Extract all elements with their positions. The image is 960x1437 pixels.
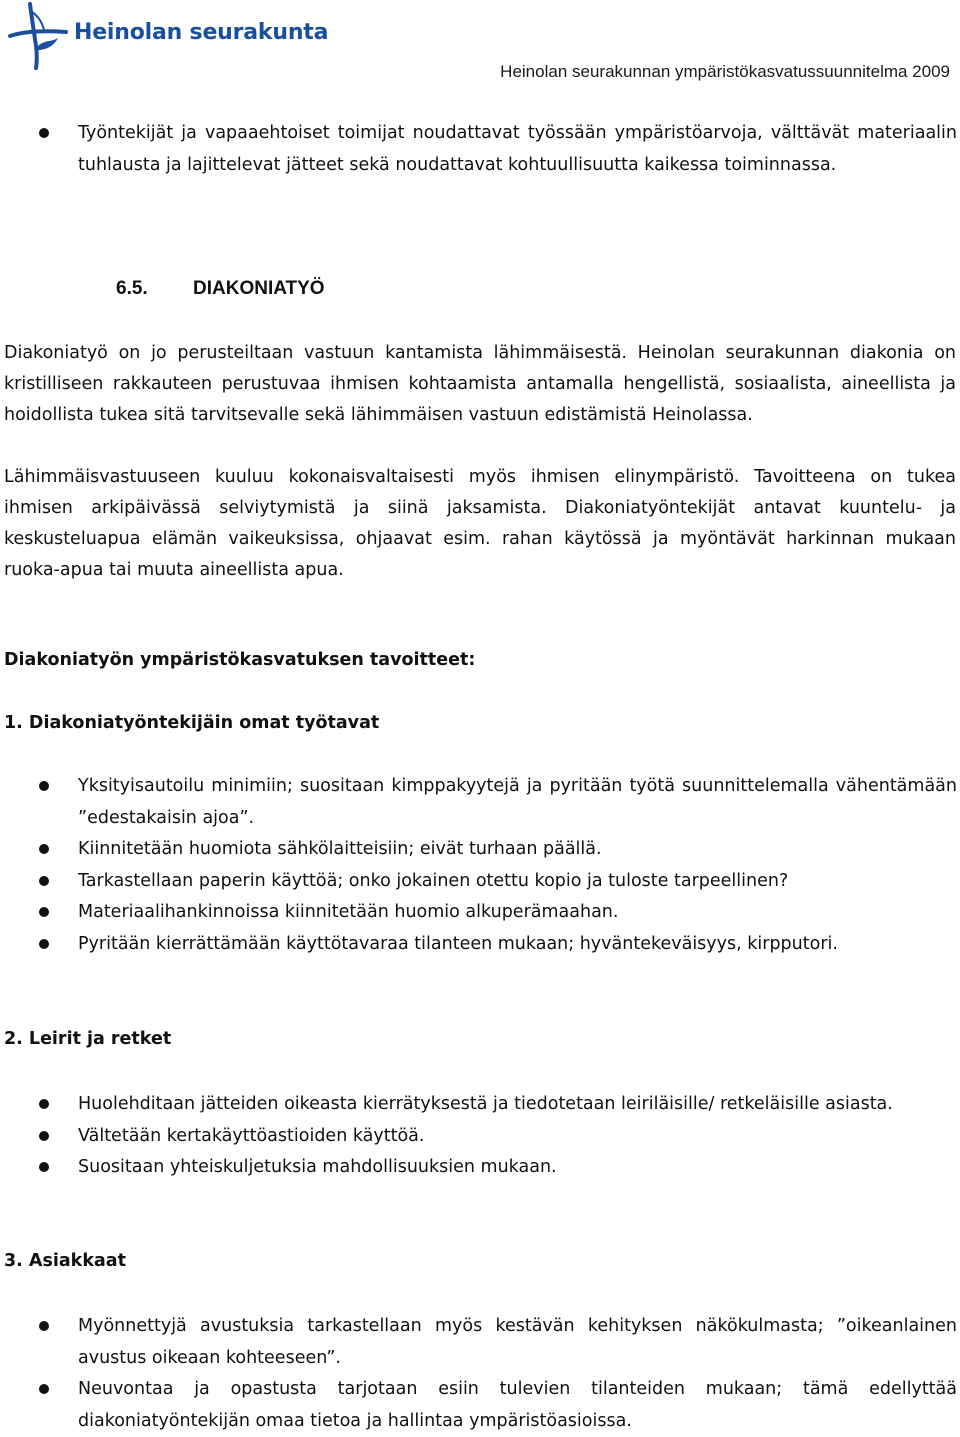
- list-item: [0, 897, 960, 929]
- list-item-text: Työntekijät ja vapaaehtoiset toimijat noudattavat työssään ympäristöarvoja, välttävät materiaalin tuhlausta ja lajittelevat jätteet sekä noudattavat kohtuullisuutta kaikessa toiminnassa.: [78, 123, 957, 175]
- bullet-icon: [39, 1384, 49, 1394]
- list-item: [0, 1311, 960, 1374]
- list-item: [0, 771, 960, 834]
- bullet-icon: [39, 876, 49, 886]
- list-item-text: Materiaalihankinnoissa kiinnitetään huomio alkuperämaahan.: [78, 902, 619, 922]
- section-paragraph-1: Diakoniatyö on jo perusteiltaan vastuun kantamista lähimmäisestä. Heinolan seurakunnan diakonia on kristilliseen rakkauteen perustuvaa ihmisen kohtaamista antamalla hengellistä, sosiaalista, aineellista ja hoidollista tukea sitä tarvitsevalle sekä lähimmäisen vastuun edistämistä Heinolassa.: [4, 343, 956, 425]
- list-item-text: Huolehditaan jätteiden oikeasta kierrätyksestä ja tiedotetaan leiriläisille/ retkeläisille asiasta.: [78, 1094, 893, 1114]
- section-paragraph-2: Lähimmäisvastuuseen kuuluu kokonaisvaltaisesti myös ihmisen elinympäristö. Tavoitteena on tukea ihmisen arkipäivässä selviytymistä ja siinä jaksamista. Diakoniatyöntekijät antavat kuuntelu- ja keskusteluapua elämän vaikeuksissa, ohjaavat esim. rahan käytössä ja myöntävät harkinnan mukaan ruoka-apua tai muuta aineellista apua.: [4, 467, 956, 580]
- bullet-icon: [39, 1131, 49, 1141]
- list-item-text: Tarkastellaan paperin käyttöä; onko jokainen otettu kopio ja tuloste tarpeellinen?: [78, 870, 789, 891]
- list-item-text: Vältetään kertakäyttöastioiden käyttöä.: [78, 1125, 425, 1146]
- bullet-icon: [39, 781, 49, 791]
- section-title: DIAKONIATYÖ: [193, 278, 325, 299]
- list-item-text: Pyritään kierrättämään käyttötavaraa tilanteen mukaan; hyväntekeväisyys, kirpputori.: [78, 933, 838, 954]
- group-1-list: [0, 771, 960, 960]
- intro-bullet-list: [0, 118, 960, 181]
- group-3-list: [0, 1311, 960, 1437]
- list-item-text: Yksityisautoilu minimiin; suositaan kimppakyytejä ja pyritään työtä suunnittelemalla vähentämään ”edestakaisin ajoa”.: [78, 776, 957, 828]
- list-item-text: Suositaan yhteiskuljetuksia mahdollisuuksien mukaan.: [78, 1157, 557, 1177]
- section-number: 6.5.: [116, 278, 148, 299]
- list-item-text: Neuvontaa ja opastusta tarjotaan esiin tulevien tilanteiden mukaan; tämä edellyttää diakoniatyöntekijän omaa tietoa ja hallintaa ympäristöasioissa.: [78, 1379, 957, 1431]
- bullet-icon: [39, 128, 49, 138]
- bullet-icon: [39, 939, 49, 949]
- bullet-icon: [39, 1162, 49, 1172]
- group-heading: 3. Asiakkaat: [4, 1251, 126, 1271]
- group-heading: 1. Diakoniatyöntekijäin omat työtavat: [4, 713, 380, 733]
- list-item: [0, 1152, 960, 1184]
- list-item: [0, 118, 960, 181]
- list-item: [0, 1121, 960, 1153]
- document-title: Heinolan seurakunnan ympäristökasvatussuunnitelma 2009: [500, 62, 950, 81]
- bullet-icon: [39, 1099, 49, 1109]
- group-2-list: [0, 1089, 960, 1184]
- bullet-icon: [39, 907, 49, 917]
- list-item: [0, 929, 960, 961]
- bullet-icon: [39, 844, 49, 854]
- logo: [8, 2, 329, 72]
- list-item: [0, 866, 960, 898]
- group-heading: 2. Leirit ja retket: [4, 1029, 172, 1049]
- bullet-icon: [39, 1321, 49, 1331]
- list-item: [0, 1089, 960, 1121]
- list-item-text: Kiinnitetään huomiota sähkölaitteisiin; eivät turhaan päällä.: [78, 839, 602, 859]
- logo-text: Heinolan seurakunta: [74, 20, 329, 45]
- list-item: [0, 834, 960, 866]
- list-item-text: Myönnettyjä avustuksia tarkastellaan myös kestävän kehityksen näkökulmasta; ”oikeanlainen avustus oikeaan kohteeseen”.: [78, 1316, 957, 1368]
- goals-heading: Diakoniatyön ympäristökasvatuksen tavoitteet:: [4, 650, 476, 670]
- cross-dove-logo-icon: [8, 2, 70, 70]
- list-item: [0, 1374, 960, 1437]
